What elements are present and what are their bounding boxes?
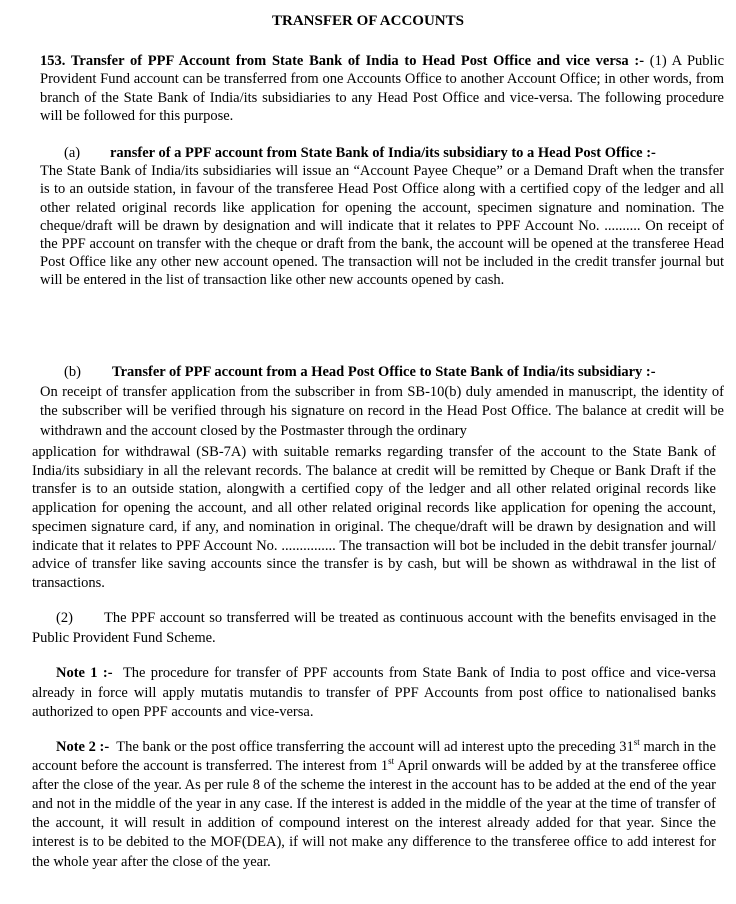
subsection-b-part2	[32, 443, 716, 593]
section-2	[32, 609, 716, 648]
section-153-text: (1) A Public Provident Fund account can be transferred from one Accounts Office to another Account Office; in other words, from branch of the State Bank of India/its subsidiaries to any Head Post Office and vice-versa. The following procedure will be followed for this purpose.	[40, 53, 724, 125]
note-2	[32, 738, 716, 872]
subsection-b-text1: On receipt of transfer application from the subscriber in from SB-10(b) duly amended in manuscript, the identity of the subscriber will be verified through his signature on record in the Head Post Office. The balance at credit will be withdrawn and the account closed by the Postmaster through the ordinary	[40, 383, 724, 439]
subsection-b-heading: Transfer of PPF account from a Head Post Office to State Bank of India/its subsidiary :-	[112, 364, 656, 380]
subsection-b-text2: application for withdrawal (SB-7A) with suitable remarks regarding transfer of the account to the State Bank of India/its subsidiary in all the relevant records. The balance at credit will be remitted by Cheque or Bank Draft if the transfer is to an outside station, alongwith a certified copy of the ledger and all other related original records like application for opening the account, and all other related original records like application for opening the account, specimen signature card, if any, and nomination in original. The cheque/draft will be drawn by designation and will indicate that it relates to PPF Account No. ............... The transaction will bot be included in the debit transfer journal/ advice of transfer like saving accounts since the transfer is by cash, but will be shown as withdrawal in the list of transactions.	[32, 444, 716, 591]
note-1	[32, 664, 716, 723]
note-2-sup2: st	[388, 756, 395, 767]
note-2-text2: march in the account before the account is transferred. The interest from 1	[32, 739, 716, 775]
note-1-text: The procedure for transfer of PPF accounts from State Bank of India to post office and vice-versa already in force will apply mutatis mutandis to transfer of PPF Accounts from post office to nationalised banks authorized to open PPF accounts and vice-versa.	[32, 665, 716, 720]
subsection-b-label: (b)	[64, 364, 81, 380]
page-title: TRANSFER OF ACCOUNTS	[272, 13, 464, 29]
note-1-label: Note 1 :-	[56, 665, 113, 681]
section-2-label: (2)	[56, 610, 73, 626]
subsection-a-heading: ransfer of a PPF account from State Bank of India/its subsidiary to a Head Post Office :-	[110, 145, 656, 161]
note-2-sup1: st	[633, 737, 640, 747]
note-2-label: Note 2 :-	[56, 739, 110, 755]
subsection-a-label: (a)	[64, 145, 81, 161]
note-2-text1: The bank or the post office transferring the account will ad interest upto the preceding 31	[116, 739, 634, 755]
note-2-text3: April onwards will be added by at the transferee office after the close of the year. As per rule 8 of the scheme the interest in the account has to be added at the end of the year and not in the middle of the year in any case. If the interest is added in the middle of the year at the time of transfer of the account, it will result in addition of compound interest on the interest already added for that year. Since the interest is to be debited to the MOF(DEA), if will not make any difference to the transferee office to add interest for the whole year after the close of the year.	[32, 758, 716, 870]
section-153-heading: 153. Transfer of PPF Account from State Bank of India to Head Post Office and vice versa :-	[40, 53, 645, 69]
subsection-b-part1	[40, 363, 724, 441]
subsection-a	[40, 144, 724, 290]
section-2-text: The PPF account so transferred will be treated as continuous account with the benefits envisaged in the Public Provident Fund Scheme.	[32, 610, 716, 646]
subsection-a-text: The State Bank of India/its subsidiaries will issue an “Account Payee Cheque” or a Demand Draft when the transfer is to an outside station, in favour of the transferee Head Post Office along with a certified copy of the ledger and all other related original records like application for opening the account, specimen signature and nomination. The cheque/draft will be drawn by designation and will indicate that it relates to PPF Account No. .......... On receipt of the PPF account on transfer with the cheque or draft from the bank, the account will be opened at the transferee Head Post Office like any other new account opened. The transaction will not be included in the credit transfer journal but will be entered in the list of transaction like other new accounts opened by cash.	[40, 163, 724, 289]
section-153	[40, 52, 724, 126]
